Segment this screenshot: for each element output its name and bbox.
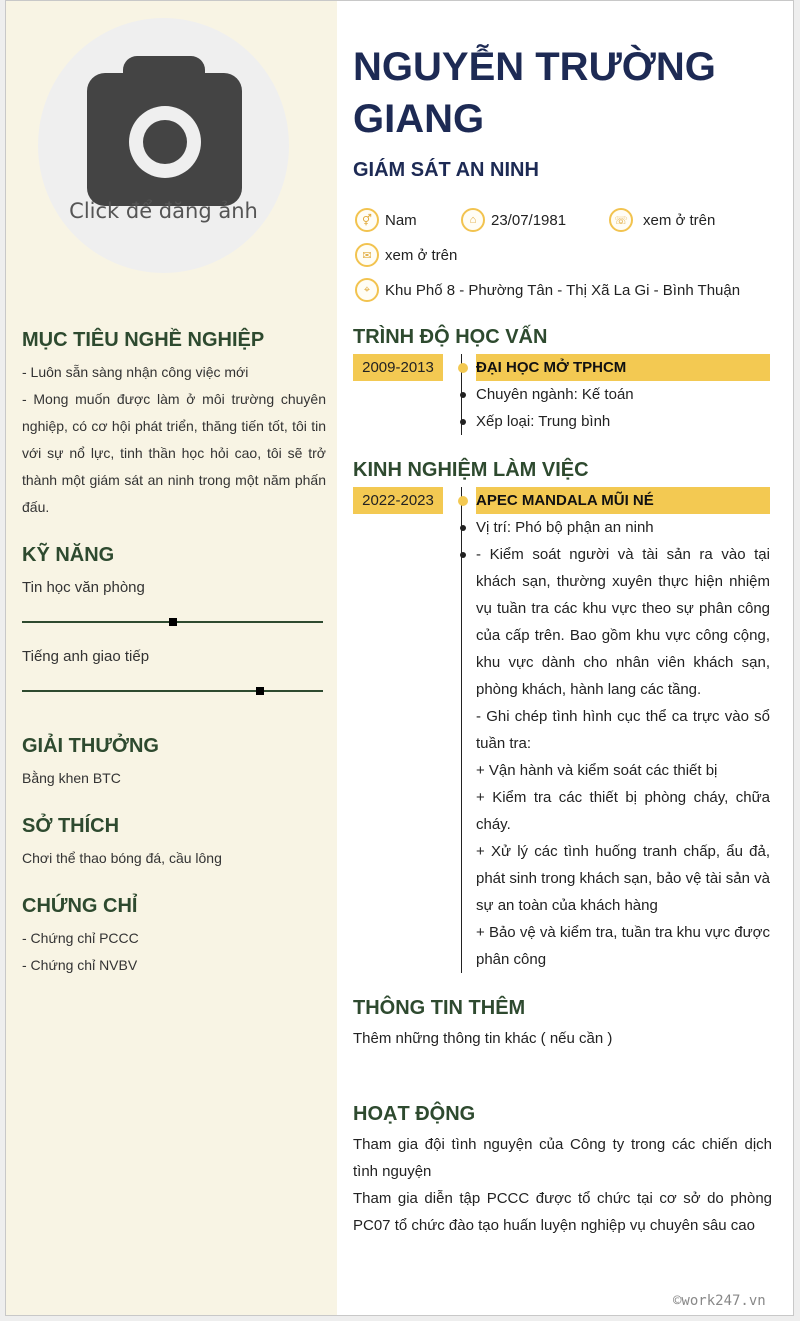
sidebar <box>6 1 337 1315</box>
gender-icon: ⚥ <box>355 208 379 232</box>
camera-lens-center <box>143 120 187 164</box>
education-major: Chuyên ngành: Kế toán <box>476 386 634 403</box>
phone-value: xem ở trên <box>643 211 716 229</box>
education-grade: Xếp loại: Trung bình <box>476 413 611 430</box>
candidate-name: NGUYỄN TRƯỜNG GIANG <box>353 45 716 141</box>
timeline-dot <box>458 496 468 506</box>
awards-text: Bằng khen BTC <box>22 770 121 786</box>
certificates-heading: CHỨNG CHỈ <box>22 895 138 917</box>
certificate-item: - Chứng chỉ PCCC <box>22 930 139 946</box>
skills-heading: KỸ NĂNG <box>22 544 115 566</box>
experience-position: Vị trí: Phó bộ phận an ninh <box>476 519 654 536</box>
school-name: ĐẠI HỌC MỞ TPHCM <box>476 354 770 381</box>
experience-description: + Xử lý các tình huống tranh chấp, ẩu đả, phát sinh trong khách sạn, bảo vệ tài sản và sự an toàn của khách hàng <box>476 843 770 914</box>
birthday-value: 23/07/1981 <box>491 211 567 229</box>
experience-description: + Bảo vệ và kiểm tra, tuần tra khu vực được phân công <box>476 924 770 968</box>
timeline-bullet <box>460 525 466 531</box>
timeline-dot <box>458 363 468 373</box>
education-heading: TRÌNH ĐỘ HỌC VẤN <box>353 326 548 348</box>
email-value: xem ở trên <box>385 246 458 264</box>
activity-line: Tham gia diễn tập PCCC được tổ chức tại cơ sở do phòng PC07 tổ chức đào tạo huấn luyện nghiệp vụ chuyên sâu cao <box>353 1190 772 1234</box>
experience-description: + Vận hành và kiểm soát các thiết bị <box>476 762 718 779</box>
company-name: APEC MANDALA MŨI NÉ <box>476 487 770 514</box>
avatar-upload[interactable] <box>38 18 289 273</box>
job-title: GIÁM SÁT AN NINH <box>353 159 539 181</box>
experience-description: + Kiểm tra các thiết bị phòng cháy, chữa cháy. <box>476 789 770 833</box>
upload-photo-caption: Click để đăng ảnh <box>69 199 258 223</box>
experience-description: - Ghi chép tình hình cục thể ca trực vào sổ tuần tra: <box>476 708 770 752</box>
phone-icon: ☏ <box>609 208 633 232</box>
objective-line-2: - Mong muốn được làm ở môi trường chuyên nghiệp, có cơ hội phát triển, thăng tiến tốt, tôi tin với sự nổ lực, tinh thần học hỏi cao, tôi sẽ trở thành một giám sát an ninh trong một năm phấn đấu. <box>22 391 326 515</box>
skill-bar <box>22 690 323 692</box>
certificate-item: - Chứng chỉ NVBV <box>22 957 138 973</box>
contact-phone <box>609 208 715 232</box>
contact-email <box>355 243 457 267</box>
hobbies-text: Chơi thể thao bóng đá, cầu lông <box>22 850 222 866</box>
experience-period: 2022-2023 <box>353 487 443 514</box>
email-icon: ✉ <box>355 243 379 267</box>
skill-name: Tiếng anh giao tiếp <box>22 648 150 665</box>
skill-level-marker <box>256 687 264 695</box>
watermark: ©work247.vn <box>673 1293 766 1309</box>
hobbies-heading: SỞ THÍCH <box>22 815 120 837</box>
skill-name: Tin học văn phòng <box>22 579 145 596</box>
activities-heading: HOẠT ĐỘNG <box>353 1103 476 1125</box>
objective-heading: MỤC TIÊU NGHỀ NGHIỆP <box>22 329 265 351</box>
cv-page <box>5 0 794 1316</box>
timeline-line <box>461 487 462 973</box>
contact-gender <box>355 208 417 232</box>
map-pin-icon: ⌖ <box>355 278 379 302</box>
experience-heading: KINH NGHIỆM LÀM VIỆC <box>353 459 589 481</box>
more-info-heading: THÔNG TIN THÊM <box>353 997 526 1019</box>
experience-description: - Kiểm soát người và tài sản ra vào tại khách sạn, thường xuyên thực hiện nhiệm vụ tuần tra các khu vực theo sự phân công của cấp trên. Bao gồm khu vực công cộng, khu vực dành cho nhân viên khách sạn, phòng khách, hành lang các tầng. <box>476 546 770 698</box>
education-period: 2009-2013 <box>353 354 443 381</box>
address-value: Khu Phố 8 - Phường Tân - Thị Xã La Gi - Bình Thuận <box>385 281 741 299</box>
awards-heading: GIẢI THƯỞNG <box>22 735 159 757</box>
contact-address <box>355 278 740 302</box>
skill-level-marker <box>169 618 177 626</box>
birthday-cake-icon: ⌂ <box>461 208 485 232</box>
timeline-bullet <box>460 552 466 558</box>
contact-birthday <box>461 208 566 232</box>
gender-value: Nam <box>385 211 417 229</box>
more-info-text: Thêm những thông tin khác ( nếu cần ) <box>353 1030 613 1047</box>
activity-line: Tham gia đội tình nguyện của Công ty trong các chiến dịch tình nguyện <box>353 1136 772 1180</box>
skill-bar <box>22 621 323 623</box>
timeline-bullet <box>460 419 466 425</box>
objective-line-1: - Luôn sẵn sàng nhận công việc mới <box>22 364 249 380</box>
timeline-bullet <box>460 392 466 398</box>
